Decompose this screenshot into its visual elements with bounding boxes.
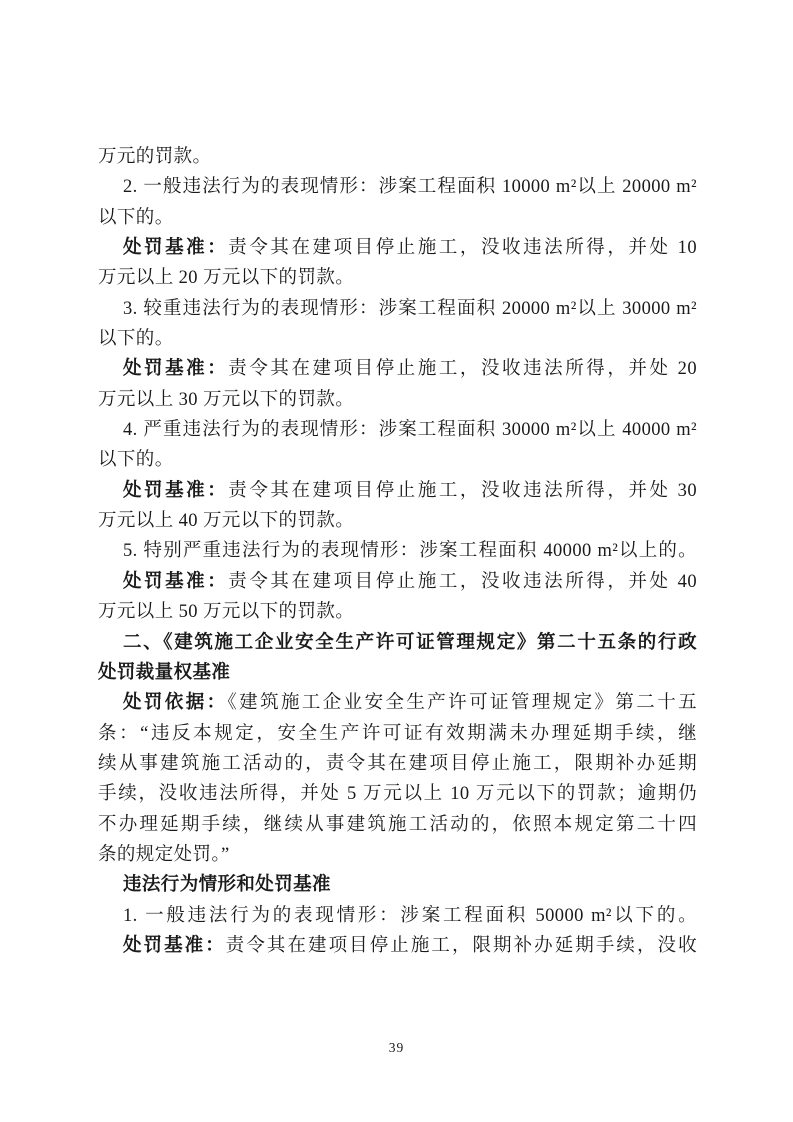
text-line [98, 749, 697, 779]
bold-label: 处罚基准： [123, 571, 229, 592]
text-segment: 以下的。 [98, 450, 174, 471]
bold-label: 违法行为情形和处罚基准 [123, 875, 331, 896]
text-line [98, 172, 697, 202]
text-line [98, 203, 697, 233]
text-segment: 万元以上 30 万元以下的罚款。 [98, 389, 355, 410]
bold-label: 处罚基准： [123, 359, 229, 380]
text-line [98, 870, 697, 900]
text-line [98, 719, 697, 749]
page-number: 39 [388, 1040, 405, 1055]
text-line [98, 628, 697, 658]
text-segment: 万元以上 20 万元以下的罚款。 [98, 268, 355, 289]
text-line [98, 658, 697, 688]
text-segment: 责令其在建项目停止施工，没收违法所得，并处 40 [228, 571, 697, 592]
bold-label: 处罚依据： [123, 693, 228, 714]
text-line [98, 779, 697, 809]
text-line [98, 567, 697, 597]
bold-label: 处罚基准： [123, 935, 226, 956]
text-segment: 续从事建筑施工活动的，责令其在建项目停止施工，限期补办延期 [98, 753, 697, 774]
text-line [98, 415, 697, 445]
text-line [98, 506, 697, 536]
text-segment: 5. 特别严重违法行为的表现情形：涉案工程面积 40000 m²以上的。 [123, 541, 697, 562]
bold-label: 二、《建筑施工企业安全生产许可证管理规定》第二十五条的行政 [123, 632, 697, 653]
text-segment: 不办理延期手续，继续从事建筑施工活动的，依照本规定第二十四 [98, 814, 697, 835]
text-line [98, 597, 697, 627]
text-line [98, 901, 697, 931]
text-segment: 以下的。 [98, 329, 174, 350]
text-segment: 3. 较重违法行为的表现情形：涉案工程面积 20000 m²以上 30000 m² [123, 298, 697, 319]
text-segment: 2. 一般违法行为的表现情形：涉案工程面积 10000 m²以上 20000 m² [123, 177, 697, 198]
text-line [98, 931, 697, 961]
document-body [98, 142, 697, 961]
bold-label: 处罚基准： [123, 480, 229, 501]
text-line [98, 810, 697, 840]
text-line [98, 294, 697, 324]
bold-label: 处罚基准： [123, 238, 229, 259]
bold-label: 处罚裁量权基准 [98, 662, 231, 683]
text-segment: 1. 一般违法行为的表现情形：涉案工程面积 50000 m²以下的。 [123, 905, 697, 926]
text-line [98, 233, 697, 263]
text-line [98, 324, 697, 354]
text-segment: 万元以上 40 万元以下的罚款。 [98, 511, 355, 532]
text-line [98, 536, 697, 566]
text-segment: 《建筑施工企业安全生产许可证管理规定》第二十五 [227, 693, 697, 714]
text-line [98, 445, 697, 475]
text-segment: 万元以上 50 万元以下的罚款。 [98, 602, 355, 623]
text-segment: 责令其在建项目停止施工，限期补办延期手续，没收 [225, 935, 697, 956]
text-segment: 条的规定处罚。” [98, 844, 230, 865]
text-line [98, 476, 697, 506]
text-line [98, 354, 697, 384]
text-segment: 手续，没收违法所得，并处 5 万元以上 10 万元以下的罚款；逾期仍 [98, 784, 697, 805]
text-segment: 条：“违反本规定，安全生产许可证有效期满未办理延期手续，继 [98, 723, 697, 744]
text-line [98, 385, 697, 415]
text-line [98, 688, 697, 718]
text-line [98, 840, 697, 870]
text-segment: 责令其在建项目停止施工，没收违法所得，并处 30 [228, 480, 697, 501]
text-segment: 万元的罚款。 [98, 147, 212, 167]
text-segment: 责令其在建项目停止施工，没收违法所得，并处 10 [228, 238, 697, 259]
text-line [98, 263, 697, 293]
text-segment: 以下的。 [98, 207, 174, 228]
text-segment: 4. 严重违法行为的表现情形：涉案工程面积 30000 m²以上 40000 m² [123, 420, 697, 441]
text-segment: 责令其在建项目停止施工，没收违法所得，并处 20 [228, 359, 697, 380]
text-line [98, 142, 697, 172]
